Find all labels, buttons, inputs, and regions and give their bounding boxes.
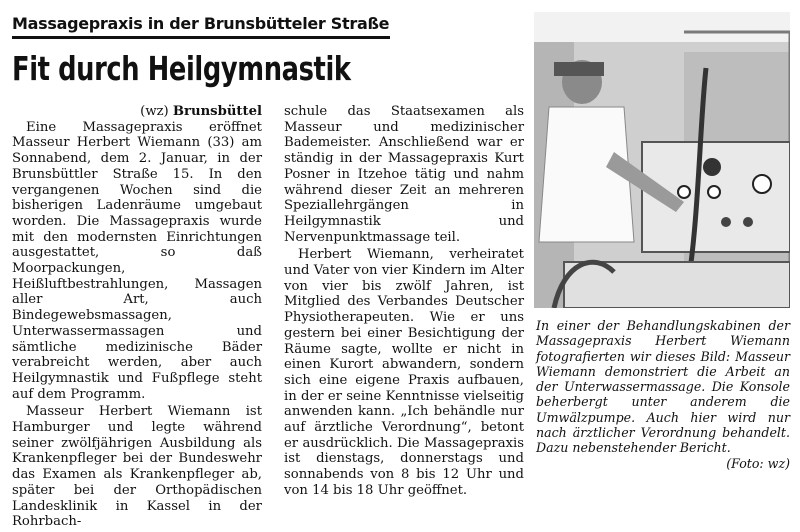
photo-illustration <box>534 12 790 308</box>
article-paragraph: Eine Massagepraxis eröffnet Masseur Herbert Wiemann (33) am Sonnabend, dem 2. Januar, in der Brunsbüttler Straße 15. In den vergangenen Wochen sind die bisherigen Ladenräume umgebaut worden. Die Massagepraxis wurde mit den modernsten Einrichtungen ausgestattet, so daß Moorpackungen, Heißluftbestrahlungen, Massagen aller Art, auch Bindegewebsmassagen, Unterwassermassagen und sämtliche medizinische Bäder verabreicht werden, aber auch Heilgymnastik und Fußpflege steht auf dem Programm. <box>12 119 262 402</box>
dateline <box>12 104 262 120</box>
article-paragraph: Herbert Wiemann, verheiratet und Vater von vier Kindern im Alter von vier bis zwölf Jahren, ist Mitglied des Verbandes Deutscher Physiotherapeuten. Wie er uns gestern bei einer Besichtigung der Räume sagte, wollte er nicht in einen Kurort abwandern, sondern sich eine eigene Praxis aufbauen, in der er seine Kenntnisse vielseitig anwenden kann. „Ich behändle nur auf ärztliche Verordnung“, betont er ausdrücklich. Die Massagepraxis ist dienstags, donnerstags und sonnabends von 8 bis 12 Uhr und von 14 bis 18 Uhr geöffnet. <box>284 247 524 498</box>
caption-text: In einer der Behandlungskabinen der Massagepraxis Herbert Wiemann fotografierten wir dieses Bild: Masseur Wiemann demonstriert die Arbeit an der Unterwassermassage. Die Konsole beherbergt unter anderem die Umwälzpumpe. Auch hier wird nur nach ärztlicher Verordnung behandelt. Dazu nebenstehender Bericht. <box>536 318 790 456</box>
photo-caption <box>536 318 790 471</box>
dateline-prefix: (wz) <box>140 104 169 119</box>
headline: Fit durch Heilgymnastik <box>12 49 351 88</box>
kicker-headline: Massagepraxis in der Brunsbütteler Straße <box>12 14 390 39</box>
photo-credit: (Foto: wz) <box>726 455 790 471</box>
article-paragraph: Masseur Herbert Wiemann ist Hamburger und legte während seiner zwölfjährigen Ausbildung als Krankenpfleger bei der Bundeswehr das Examen als Krankenpfleger ab, später bei der Orthopädischen Landesklinik in Kassel in der Rohrbach- <box>12 404 262 530</box>
news-photo <box>534 12 790 308</box>
dateline-place: Brunsbüttel <box>172 104 262 119</box>
article-paragraph: schule das Staatsexamen als Masseur und medizinischer Bademeister. Anschließend war er ständig in der Massagepraxis Kurt Posner in Itzehoe tätig und nahm während dieser Zeit an mehreren Speziallehrgängen in Heilgymnastik und Nervenpunktmassage teil. <box>284 104 524 245</box>
article-column-1 <box>12 104 262 532</box>
article-column-2 <box>284 104 524 501</box>
